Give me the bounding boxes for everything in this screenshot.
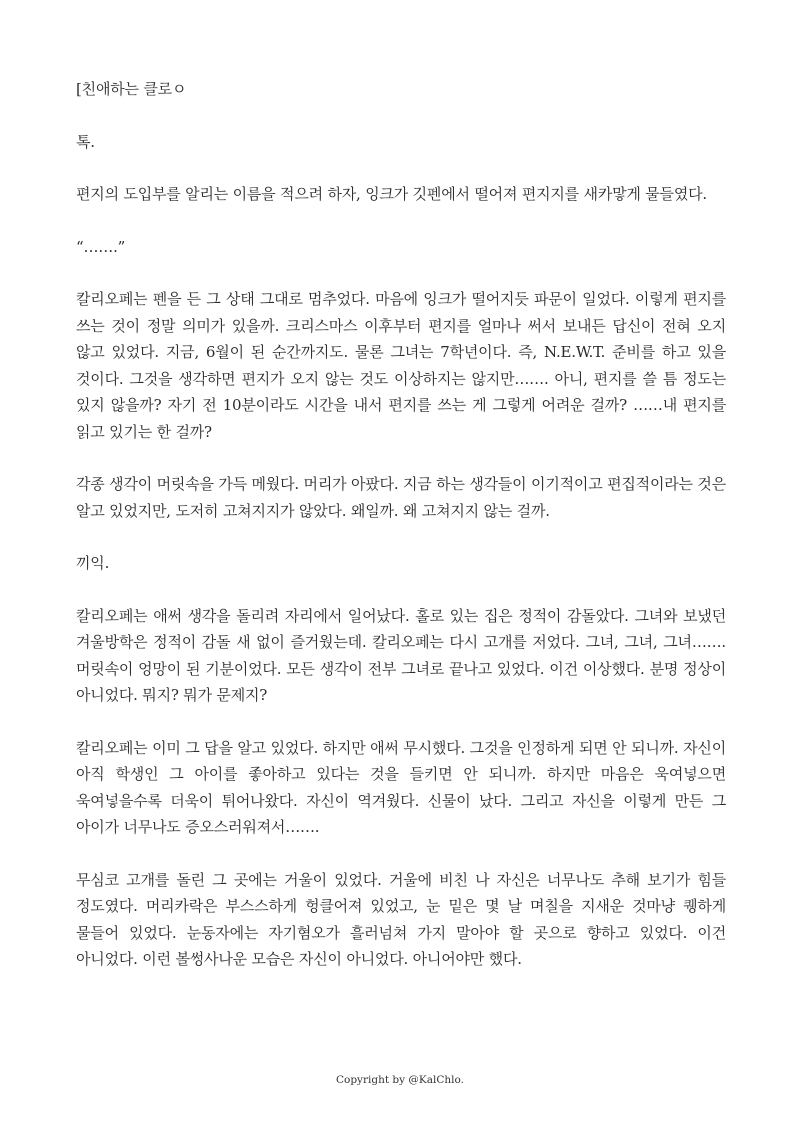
paragraph-ink-stain: 편지의 도입부를 알리는 이름을 적으려 하자, 잉크가 깃펜에서 떨어져 편지지를 새카맣게 물들였다.: [76, 185, 707, 203]
paragraph-mirror: 무심코 고개를 돌린 그 곳에는 거울이 있었다. 거울에 비친 나 자신은 너무나도 추해 보기가 힘들 정도였다. 머리카락은 부스스하게 헝클어져 있었고, 눈 밑은 몇 날 며칠을 지새운 것마냥 퀭하게 물들어 있었다. 눈동자에는 자기혐오가 흘러넘쳐 가지 말아야 할 곳으로 향하고 있었다. 이건 아니었다. 이런 볼썽사나운 모습은 자신이 아니었다. 아니어야만 했다.: [76, 870, 726, 968]
paragraph-ink-drop-sound: 톡.: [76, 132, 95, 151]
paragraph-no-reply: 칼리오페는 펜을 든 그 상태 그대로 멈추었다. 마음에 잉크가 떨어지듯 파문이 일었다. 이렇게 편지를 쓰는 것이 정말 의미가 있을까. 크리스마스 이후부터 편지를 얼마나 써서 보내든 답신이 전혀 오지 않고 있었다. 지금, 6월이 된 순간까지도. 물론 그녀는 7학년이다. 즉, N.E.W.T. 준비를 하고 있을 것이다. 그것을 생각하면 편지가 오지 않는 것도 이상하지는 않지만……. 아니, 편지를 쓸 틈 정도는 있지 않을까? 자기 전 10분이라도 시간을 내서 편지를 쓰는 게 그렇게 어려운 걸까? ……내 편지를 읽고 있기는 한 걸까?: [76, 290, 727, 441]
copyright-footer: Copyright by @KalChlo.: [335, 1074, 464, 1086]
paragraph-ellipsis-quote: “…….”: [76, 237, 126, 256]
paragraph-stand-up: 칼리오페는 애써 생각을 돌리려 자리에서 일어났다. 홀로 있는 집은 정적이 감돌았다. 그녀와 보냈던 겨울방학은 정적이 감돌 새 없이 즐거웠는데. 칼리오페는 다시 고개를 저었다. 그녀, 그녀, 그녀……. 머릿속이 엉망이 된 기분이었다. 모든 생각이 전부 그녀로 끝나고 있었다. 이건 이상했다. 분명 정상이 아니었다. 뭐지? 뭐가 문제지?: [76, 606, 726, 704]
paragraph-letter-opening: [친애하는 클로ㅇ: [76, 80, 187, 98]
paragraph-creak-sound: 끼익.: [76, 554, 110, 572]
document-body: [76, 76, 726, 999]
paragraph-thoughts: 각종 생각이 머릿속을 가득 메웠다. 머리가 아팠다. 지금 하는 생각들이 이기적이고 편집적이라는 것은 알고 있었지만, 도저히 고쳐지지가 않았다. 왜일까. 왜 고쳐지지 않는 걸까.: [76, 475, 726, 520]
paragraph-knows-answer: 칼리오페는 이미 그 답을 알고 있었다. 하지만 애써 무시했다. 그것을 인정하게 되면 안 되니까. 자신이 아직 학생인 그 아이를 좋아하고 있다는 것을 들키면 안 되니까. 하지만 마음은 욱여넣으면 욱여넣을수록 더욱이 튀어나왔다. 자신이 역겨웠다. 신물이 났다. 그리고 자신을 이렇게 만든 그 아이가 너무나도 증오스러워져서…….: [76, 738, 726, 836]
